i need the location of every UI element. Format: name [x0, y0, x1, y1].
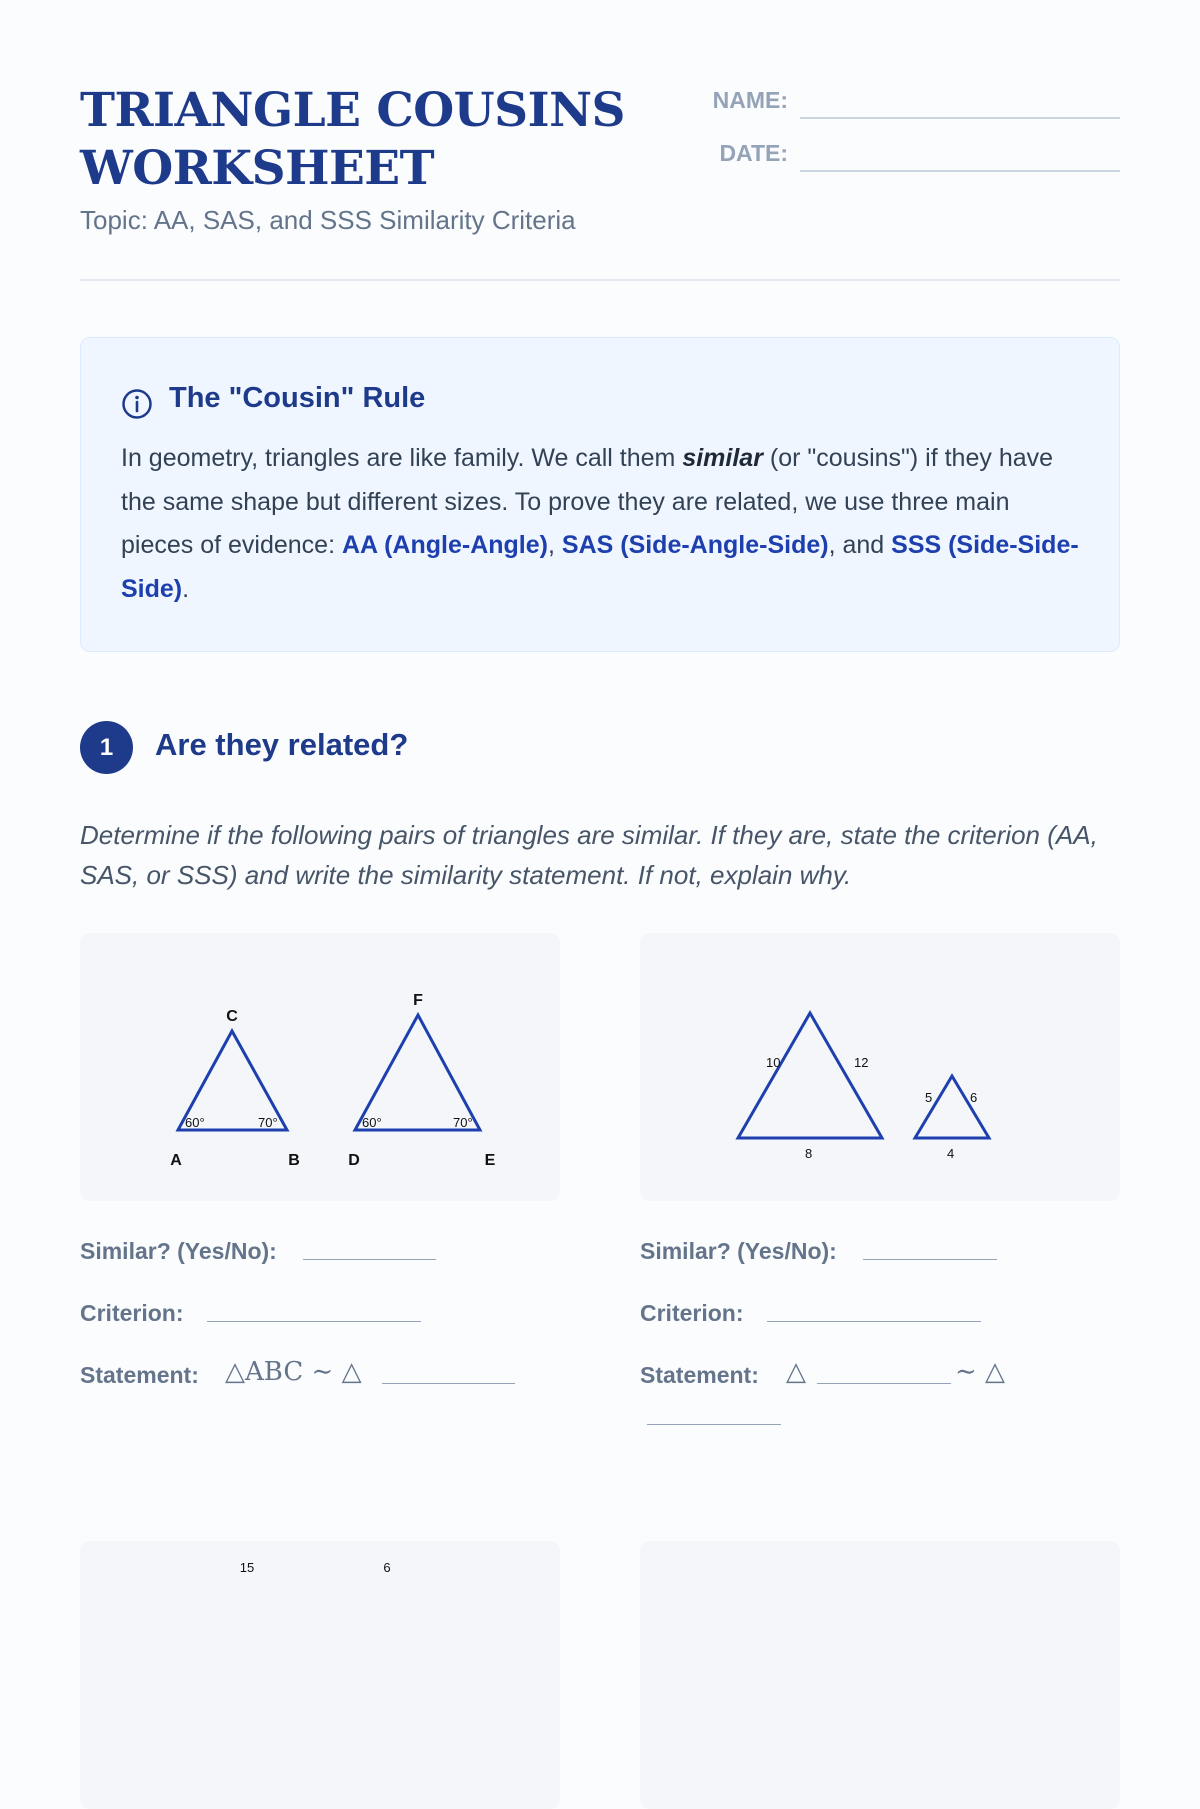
info-heading: The "Cousin" Rule — [169, 382, 426, 414]
statement-answer-1[interactable] — [382, 1383, 515, 1384]
problem-2-diagram — [640, 933, 1120, 1201]
similar-answer-2[interactable] — [863, 1259, 997, 1260]
info-separator: , — [547, 531, 562, 559]
vertex-f-label: F — [413, 992, 423, 1009]
date-field[interactable] — [800, 170, 1120, 172]
similar-answer-1[interactable] — [303, 1259, 436, 1260]
info-separator: , and — [828, 531, 892, 559]
title-line-2: WORKSHEET — [80, 141, 435, 196]
name-label: NAME: — [712, 87, 788, 113]
statement-label-2: Statement: — [640, 1362, 759, 1388]
statement-triangle-2: △ — [786, 1357, 806, 1387]
worksheet-subtitle: Topic: AA, SAS, and SSS Similarity Criteria — [80, 205, 576, 235]
info-text-part: In geometry, triangles are like family. We call them — [121, 444, 683, 472]
info-end: . — [182, 574, 190, 603]
criterion-label-2: Criterion: — [640, 1300, 744, 1326]
info-circle-icon — [121, 388, 153, 425]
aa-term: AA (Angle-Angle) — [341, 531, 548, 559]
section-title: Are they related? — [155, 727, 409, 762]
vertex-d-label: D — [348, 1152, 360, 1169]
header-divider — [80, 279, 1120, 281]
statement-prefix-1: △ABC ∼ △ — [225, 1357, 362, 1387]
vertex-b-label: B — [288, 1152, 300, 1169]
sss-term: SSS (Side-Side-Side) — [121, 531, 1079, 603]
sas-term: SAS (Side-Angle-Side) — [561, 531, 829, 559]
vertex-e-label: E — [484, 1152, 496, 1169]
angle-d-label: 60° — [362, 1115, 382, 1130]
angle-b-label: 70° — [258, 1115, 278, 1130]
statement-answer-2a[interactable] — [817, 1383, 951, 1384]
section-number-badge: 1 — [80, 721, 133, 774]
criterion-label-1: Criterion: — [80, 1300, 184, 1326]
vertex-a-label: A — [170, 1152, 182, 1169]
problem-3-label-15: 15 — [239, 1560, 255, 1575]
side-5-label: 5 — [925, 1090, 933, 1105]
problem-3-diagram — [80, 1541, 560, 1809]
similar-label-1: Similar? (Yes/No): — [80, 1238, 277, 1264]
side-10-label: 10 — [766, 1055, 781, 1070]
side-12-label: 12 — [854, 1055, 869, 1070]
problem-1-diagram — [80, 933, 560, 1201]
section-instructions: Determine if the following pairs of triangles are similar. If they are, state the criterion (AA, SAS, or SSS) and write the similarity statement. If not, explain why. — [80, 820, 1098, 890]
triangle-def — [355, 1015, 480, 1130]
name-field[interactable] — [800, 117, 1120, 119]
info-text-part: (or "cousins") if they have the same shape but different sizes. To prove they are related, we use three main pieces of evidence: — [121, 444, 1054, 559]
vertex-c-label: C — [226, 1008, 238, 1025]
problem-4-diagram — [640, 1541, 1120, 1809]
statement-label-1: Statement: — [80, 1362, 199, 1388]
triangle-small — [915, 1076, 989, 1138]
cousin-rule-box — [80, 337, 1120, 652]
worksheet-title — [80, 82, 625, 198]
angle-e-label: 70° — [453, 1115, 473, 1130]
statement-answer-2b[interactable] — [647, 1424, 781, 1425]
side-8-label: 8 — [805, 1146, 813, 1161]
similar-term: similar — [682, 444, 763, 472]
triangle-large — [738, 1013, 882, 1138]
info-text — [121, 437, 1081, 611]
problem-3-label-6: 6 — [383, 1560, 391, 1575]
similar-label-2: Similar? (Yes/No): — [640, 1238, 837, 1264]
angle-a-label: 60° — [185, 1115, 205, 1130]
side-6-label: 6 — [970, 1090, 978, 1105]
title-line-1: TRIANGLE COUSINS — [80, 83, 625, 138]
criterion-answer-2[interactable] — [767, 1321, 981, 1322]
criterion-answer-1[interactable] — [207, 1321, 421, 1322]
date-label: DATE: — [719, 140, 788, 166]
side-4-label: 4 — [947, 1146, 955, 1161]
statement-sim-2: ∼ △ — [955, 1357, 1006, 1387]
